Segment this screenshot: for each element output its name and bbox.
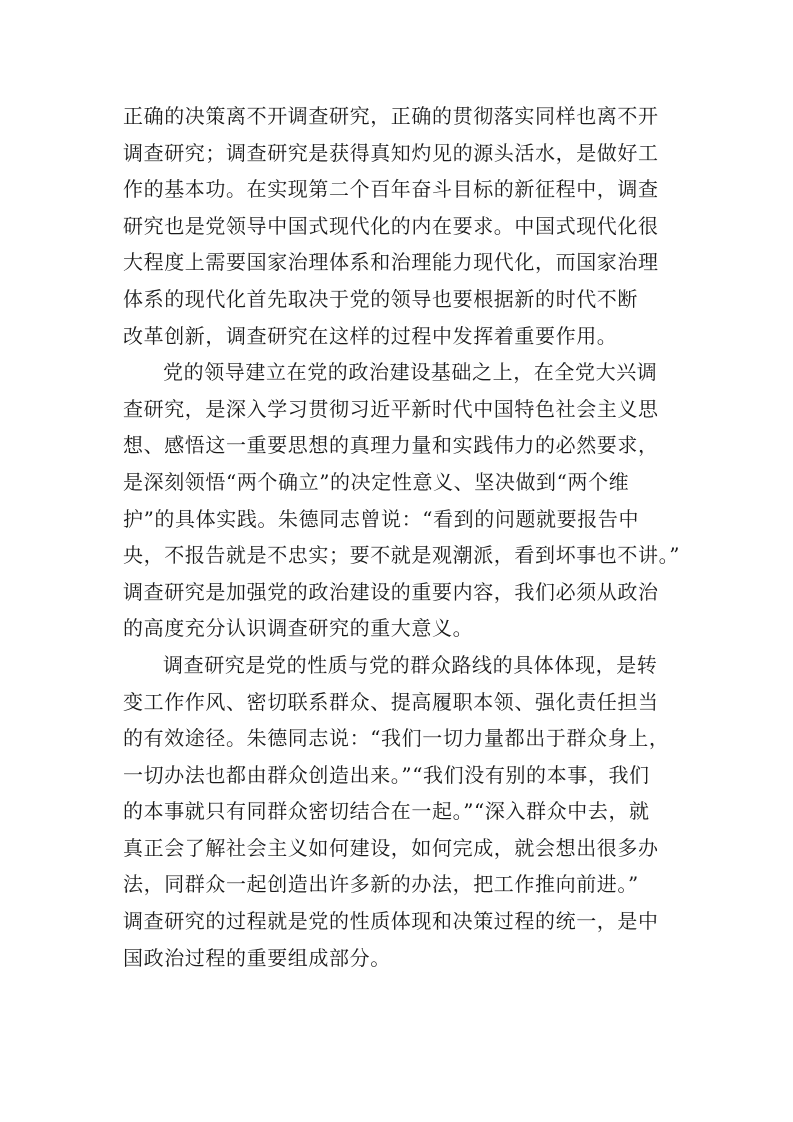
- document-body: [123, 98, 681, 976]
- paragraph-line: 真正会了解社会主义如何建设，如何完成，就会想出很多办: [123, 835, 659, 860]
- paragraph-3: [123, 647, 673, 976]
- paragraph-line: 大程度上需要国家治理体系和治理能力现代化，而国家治理: [123, 250, 659, 275]
- paragraph-line: 变工作作风、密切联系群众、提高履职本领、强化责任担当: [123, 689, 659, 714]
- paragraph-line: 调查研究是加强党的政治建设的重要内容，我们必须从政治: [123, 579, 659, 604]
- paragraph-line: 的本事就只有同群众密切结合在一起。”“深入群众中去，就: [123, 799, 650, 824]
- paragraph-first-line: 党的领导建立在党的政治建设基础之上，在全党大兴调: [163, 360, 658, 385]
- paragraph-line: 一切办法也都由群众创造出来。”“我们没有别的本事，我们: [123, 762, 650, 787]
- paragraph-line: 正确的决策离不开调查研究，正确的贯彻落实同样也离不开: [123, 104, 659, 128]
- paragraph-line: 是深刻领悟“两个确立”的决定性意义、坚决做到“两个维: [123, 469, 630, 494]
- paragraph-line: 查研究，是深入学习贯彻习近平新时代中国特色社会主义思: [123, 396, 659, 421]
- paragraph-line: 调查研究；调查研究是获得真知灼见的源头活水，是做好工: [123, 140, 659, 165]
- paragraph-line: 的高度充分认识调查研究的重大意义。: [123, 616, 474, 641]
- paragraph-first-line: 调查研究是党的性质与党的群众路线的具体体现，是转: [163, 652, 658, 677]
- paragraph-2: [123, 354, 681, 647]
- paragraph-line: 国政治过程的重要组成部分。: [123, 945, 391, 970]
- paragraph-1: [123, 98, 673, 354]
- paragraph-line: 研究也是党领导中国式现代化的内在要求。中国式现代化很: [123, 213, 659, 238]
- paragraph-line: 调查研究的过程就是党的性质体现和决策过程的统一，是中: [123, 909, 659, 934]
- paragraph-line: 体系的现代化首先取决于党的领导也要根据新的时代不断: [123, 286, 638, 311]
- paragraph-line: 想、感悟这一重要思想的真理力量和实践伟力的必然要求，: [123, 433, 659, 458]
- paragraph-line: 法，同群众一起创造出许多新的办法，把工作推向前进。”: [123, 872, 639, 897]
- paragraph-line: 改革创新，调查研究在这样的过程中发挥着重要作用。: [123, 323, 618, 348]
- paragraph-line: 的有效途径。朱德同志说：“我们一切力量都出于群众身上，: [123, 726, 670, 751]
- paragraph-line: 作的基本功。在实现第二个百年奋斗目标的新征程中，调查: [123, 177, 659, 202]
- paragraph-line: 护”的具体实践。朱德同志曾说：“看到的问题就要报告中: [123, 506, 640, 531]
- paragraph-line: 央，不报告就是不忠实；要不就是观潮派，看到坏事也不讲。”: [123, 543, 681, 568]
